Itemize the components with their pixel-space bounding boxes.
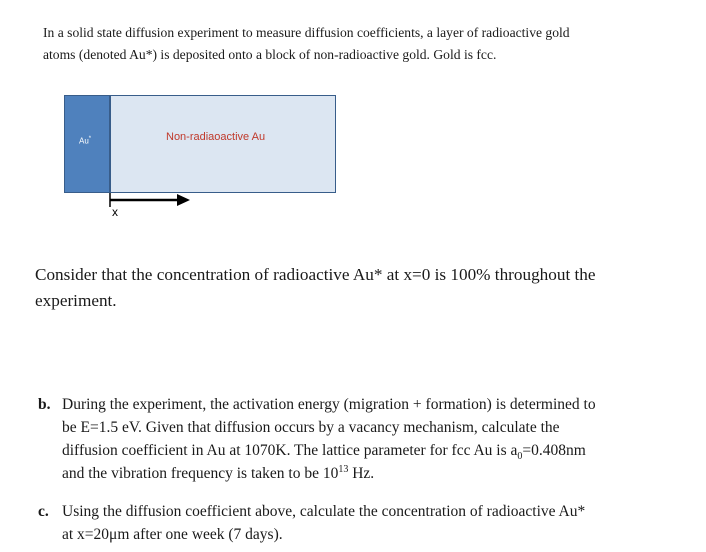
diffusion-diagram (64, 95, 344, 225)
question-c-letter: c. (38, 503, 49, 520)
consider-line-1: Consider that the concentration of radioactive Au* at x=0 is 100% throughout the (35, 265, 596, 284)
question-b (38, 393, 678, 485)
question-c-line-2: at x=20μm after one week (7 days). (62, 526, 283, 543)
question-b-line-2: be E=1.5 eV. Given that diffusion occurs by a vacancy mechanism, calculate the (62, 419, 560, 436)
question-b-line-1: During the experiment, the activation energy (migration + formation) is determined to (62, 396, 596, 413)
non-radioactive-au-label: Non-radiaoactive Au (166, 131, 266, 143)
question-b-text (62, 393, 678, 485)
intro-line-1: In a solid state diffusion experiment to measure diffusion coefficients, a layer of radioactive gold (43, 25, 570, 40)
intro-paragraph (43, 22, 683, 66)
x-axis-arrow-icon (64, 95, 344, 225)
consider-line-2: experiment. (35, 291, 117, 310)
consider-paragraph (35, 262, 695, 314)
au-star-label: Au* (79, 136, 92, 146)
question-b-line-3: diffusion coefficient in Au at 1070K. The lattice parameter for fcc Au is $a_0=0.408nm$ (62, 442, 586, 463)
x-axis-label: x (112, 205, 118, 219)
question-b-line-4: and the vibration frequency is taken to be $10^{13}$ Hz. (62, 463, 375, 482)
question-c (38, 500, 678, 546)
question-b-letter: b. (38, 396, 51, 413)
question-c-text (62, 500, 678, 546)
intro-line-2: atoms (denoted Au*) is deposited onto a block of non-radioactive gold. Gold is fcc. (43, 47, 497, 62)
question-c-line-1: Using the diffusion coefficient above, calculate the concentration of radioactive Au* (62, 503, 586, 520)
